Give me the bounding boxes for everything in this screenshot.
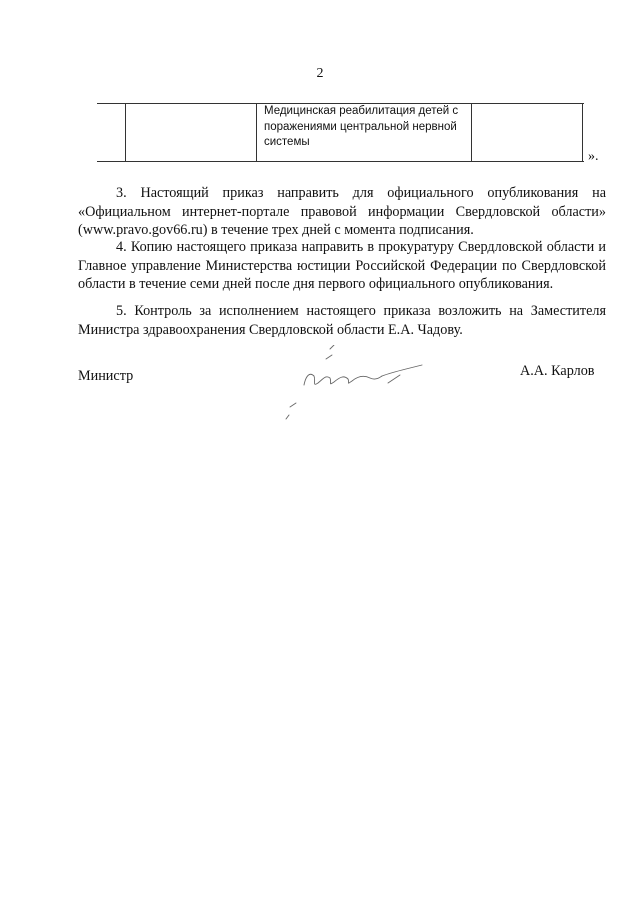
- paragraph-3: 3. Настоящий приказ направить для официального опубликования на «Официальном интернет-портале правовой информации Свердловской области» (www.pravo.gov66.ru) в течение трех дней с момента подписания.: [78, 185, 606, 238]
- table-column-divider: [471, 103, 472, 161]
- table-column-divider: [256, 103, 257, 161]
- table-cell-text: Медицинская реабилитация детей с поражениями центральной нервной системы: [264, 105, 459, 148]
- paragraph-5: 5. Контроль за исполнением настоящего приказа возложить на Заместителя Министра здравоохранения Свердловской области Е.А. Чадову.: [78, 303, 606, 338]
- handwritten-signature: [282, 345, 432, 425]
- closing-quote: ».: [588, 149, 599, 164]
- paragraph-4: 4. Копию настоящего приказа направить в прокуратуру Свердловской области и Главное управление Министерства юстиции Российской Федерации по Свердловской области в течение семи дней после дня первого официального опубликования.: [78, 239, 606, 292]
- table-bottom-border: [97, 161, 584, 162]
- signatory-name: А.А. Карлов: [520, 363, 595, 379]
- table-column-divider: [582, 103, 583, 161]
- table-column-divider: [125, 103, 126, 161]
- signatory-title: Министр: [78, 368, 134, 384]
- page-number: 2: [316, 66, 324, 81]
